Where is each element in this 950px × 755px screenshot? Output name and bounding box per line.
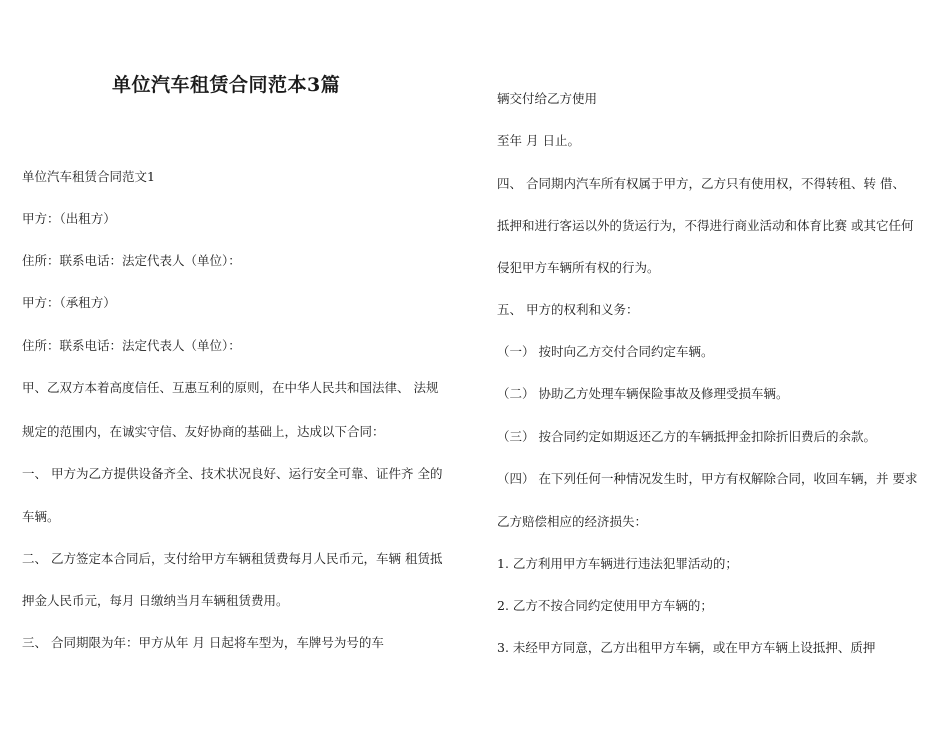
text-line: 三、 合同期限为年：甲方从年 月 日起将车型为，车牌号为号的车: [22, 635, 384, 650]
text-line: 五、 甲方的权利和义务：: [497, 302, 639, 317]
text-line: 甲、乙双方本着高度信任、互惠互利的原则，在中华人民共和国法律、 法规: [22, 380, 439, 395]
document-title: 单位汽车租赁合同范本3篇: [112, 74, 341, 96]
text-line: 1. 乙方利用甲方车辆进行违法犯罪活动的；: [497, 556, 738, 571]
text-line: 2. 乙方不按合同约定使用甲方车辆的；: [497, 598, 713, 613]
text-line: 住所：联系电话：法定代表人（单位）：: [22, 253, 241, 268]
text-line: （二） 协助乙方处理车辆保险事故及修理受损车辆。: [497, 386, 789, 401]
text-line: 单位汽车租赁合同范文1: [22, 169, 155, 184]
text-line: 二、 乙方签定本合同后，支付给甲方车辆租赁费每月人民币元，车辆 租赁抵: [22, 551, 443, 566]
text-line: 四、 合同期内汽车所有权属于甲方，乙方只有使用权，不得转租、转 借、: [497, 176, 905, 191]
text-line: 车辆。: [22, 509, 60, 524]
text-line: （三） 按合同约定如期返还乙方的车辆抵押金扣除折旧费后的余款。: [497, 429, 876, 444]
text-line: 抵押和进行客运以外的货运行为，不得进行商业活动和体育比赛 或其它任何: [497, 218, 914, 233]
text-line: 规定的范围内，在诚实守信、友好协商的基础上，达成以下合同：: [22, 424, 385, 439]
text-line: 侵犯甲方车辆所有权的行为。: [497, 260, 660, 275]
text-line: 住所：联系电话：法定代表人（单位）：: [22, 338, 241, 353]
text-line: 乙方赔偿相应的经济损失：: [497, 514, 648, 529]
text-line: （一） 按时向乙方交付合同约定车辆。: [497, 344, 714, 359]
text-line: 甲方：（承租方）: [22, 295, 116, 310]
text-line: 甲方：（出租方）: [22, 211, 116, 226]
text-line: 辆交付给乙方使用: [497, 91, 598, 106]
text-line: 押金人民币元，每月 日缴纳当月车辆租赁费用。: [22, 593, 289, 608]
text-line: 一、 甲方为乙方提供设备齐全、技术状况良好、运行安全可靠、证件齐 全的: [22, 466, 443, 481]
text-line: （四） 在下列任何一种情况发生时，甲方有权解除合同，收回车辆，并 要求: [497, 471, 918, 486]
text-line: 至年 月 日止。: [497, 133, 580, 148]
text-line: 3. 未经甲方同意，乙方出租甲方车辆，或在甲方车辆上设抵押、质押: [497, 640, 876, 655]
